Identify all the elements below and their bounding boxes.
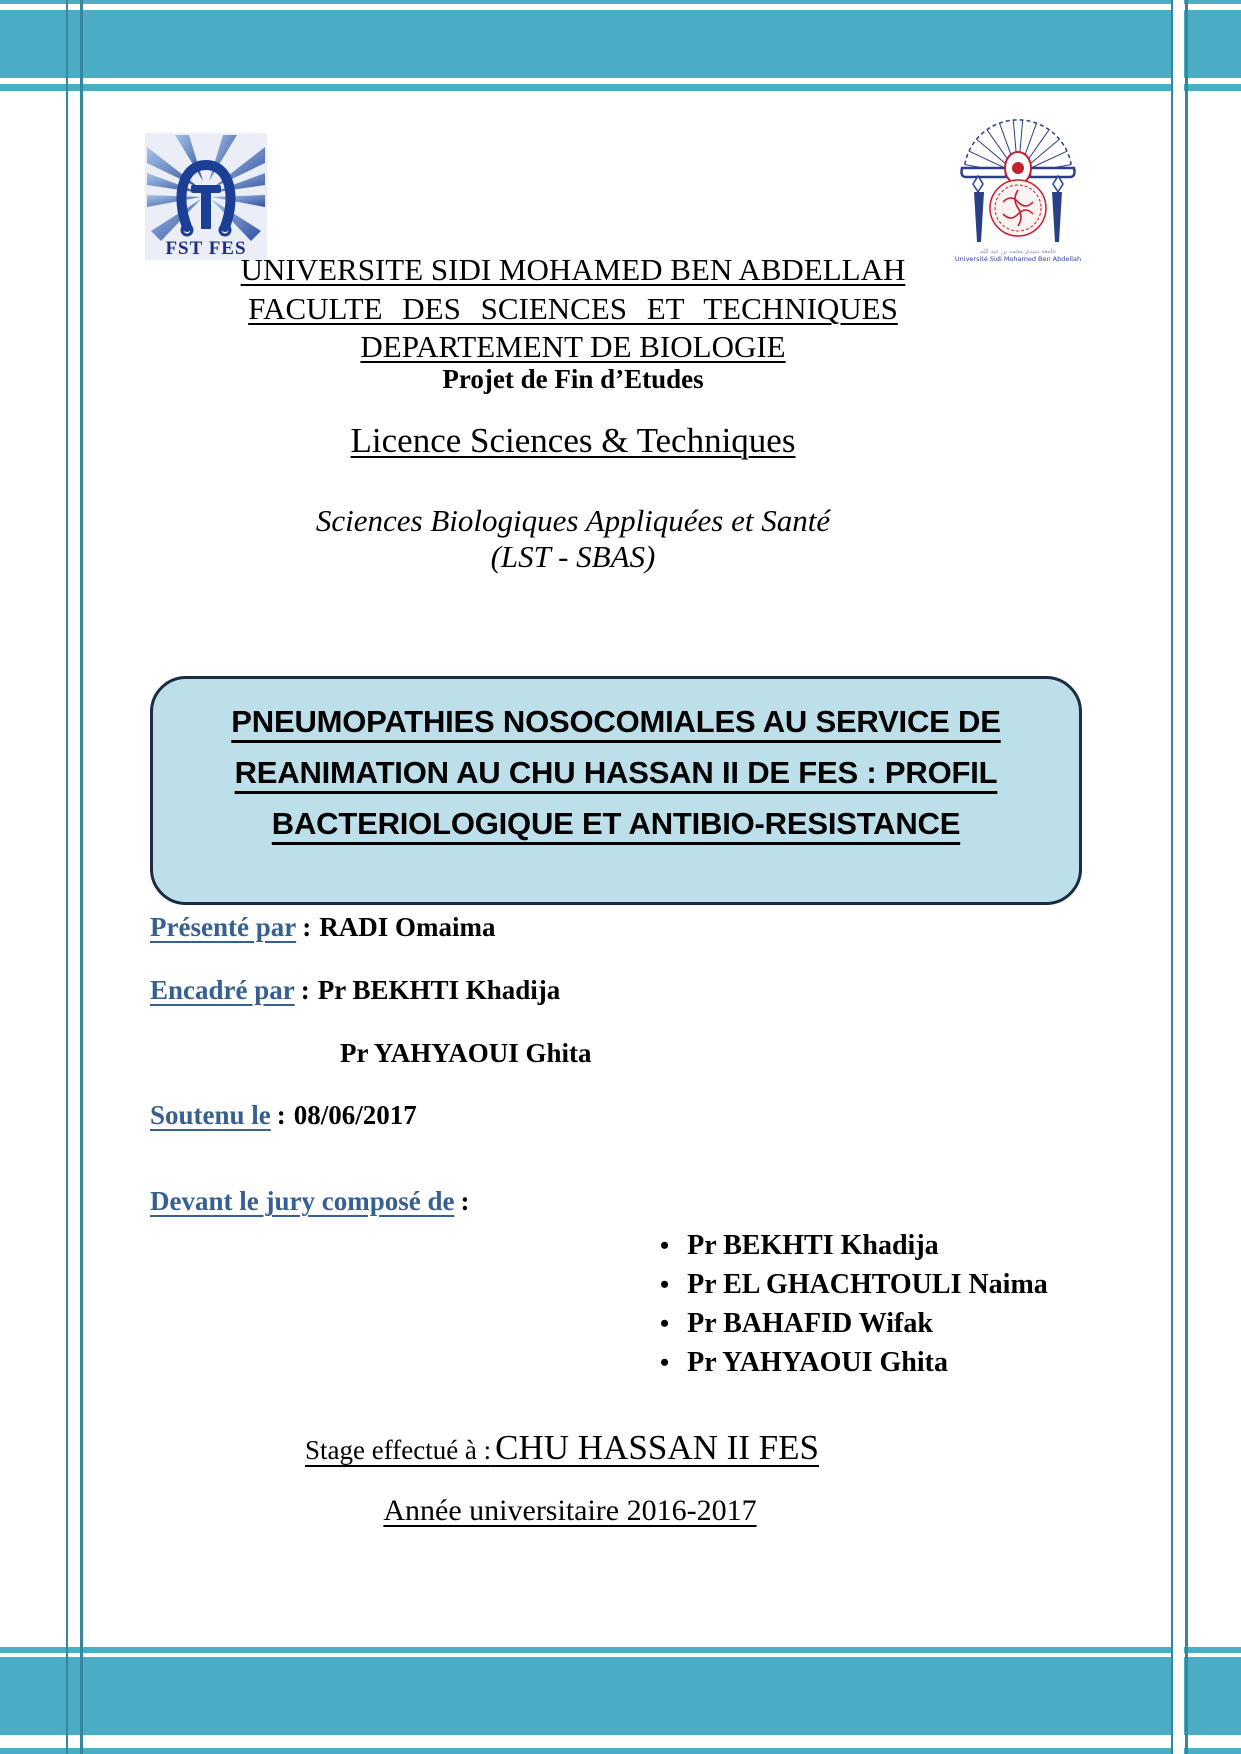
internship-row xyxy=(0,1428,1124,1468)
bottom-border-inner-line xyxy=(0,1647,1241,1653)
bottom-border-band xyxy=(0,1657,1241,1735)
thesis-title-line2: REANIMATION AU CHU HASSAN II DE FES : PROFIL xyxy=(234,755,998,790)
supervised-by-row xyxy=(150,975,560,1006)
academic-year: Année universitaire 2016-2017 xyxy=(383,1494,757,1527)
supervisor1-name: Pr BEKHTI Khadija xyxy=(317,975,561,1005)
supervisor2-name: Pr YAHYAOUI Ghita xyxy=(340,1038,592,1068)
defense-date-row xyxy=(150,1100,417,1131)
presented-by-row xyxy=(150,912,495,943)
left-border-line-thick xyxy=(80,0,83,1754)
bullet-icon: • xyxy=(660,1231,670,1260)
bullet-icon: • xyxy=(660,1348,670,1377)
jury-heading-label: Devant le jury composé de xyxy=(150,1186,455,1216)
fst-fes-logo-caption: FST FES xyxy=(165,238,247,259)
top-border-outer-line xyxy=(0,0,1241,4)
top-border-inner-line xyxy=(0,84,1241,91)
supervised-by-label: Encadré par xyxy=(150,975,295,1005)
program-name: Sciences Biologiques Appliquées et Santé xyxy=(315,503,831,538)
bottom-border-outer-line xyxy=(0,1748,1241,1754)
usmba-seal-latin-text: Université Sidi Mohamed Ben Abdellah xyxy=(954,255,1082,263)
jury-member-name: Pr EL GHACHTOULI Naima xyxy=(687,1269,1048,1300)
bullet-icon: • xyxy=(660,1309,670,1338)
fst-fes-logo xyxy=(145,133,267,260)
defense-date-value: 08/06/2017 xyxy=(293,1100,417,1130)
thesis-title-line1: PNEUMOPATHIES NOSOCOMIALES AU SERVICE DE xyxy=(231,704,1001,739)
jury-member xyxy=(660,1226,1048,1265)
presented-by-value: RADI Omaima xyxy=(319,912,496,942)
jury-member xyxy=(660,1265,1048,1304)
top-border-band xyxy=(0,10,1241,78)
usmba-seal-arabic-text: جامعة سيدي محمد بن عبد الله xyxy=(979,248,1057,255)
usmba-seal-logo xyxy=(948,112,1088,264)
university-name: UNIVERSITE SIDI MOHAMED BEN ABDELLAH xyxy=(240,252,906,287)
colon-separator: : xyxy=(276,1100,286,1130)
program-abbreviation: (LST - SBAS) xyxy=(490,539,656,574)
right-border-gap-top xyxy=(1173,0,1184,93)
thesis-title-box xyxy=(150,676,1082,905)
jury-list xyxy=(660,1226,1048,1382)
colon-separator: : xyxy=(460,1186,470,1216)
jury-member xyxy=(660,1304,1048,1343)
bullet-icon: • xyxy=(660,1270,670,1299)
right-border-line-thick xyxy=(1185,0,1188,1754)
jury-member-name: Pr BEKHTI Khadija xyxy=(687,1230,939,1261)
internship-location: CHU HASSAN II FES xyxy=(495,1428,819,1467)
jury-member-name: Pr BAHAFID Wifak xyxy=(687,1308,933,1339)
presented-by-label: Présenté par xyxy=(150,912,297,942)
project-type: Projet de Fin d’Etudes xyxy=(442,364,704,394)
right-border-line-thin xyxy=(1171,0,1173,1754)
jury-member xyxy=(660,1343,1048,1382)
left-border-line-thin xyxy=(66,0,68,1754)
colon-separator: : xyxy=(300,975,310,1005)
department-name: DEPARTEMENT DE BIOLOGIE xyxy=(360,329,786,364)
faculty-name: FACULTE DES SCIENCES ET TECHNIQUES xyxy=(248,291,898,326)
colon-separator: : xyxy=(302,912,312,942)
jury-heading-row xyxy=(150,1186,477,1217)
defense-date-label: Soutenu le xyxy=(150,1100,271,1130)
jury-member-name: Pr YAHYAOUI Ghita xyxy=(687,1347,948,1378)
right-border-gap-bottom xyxy=(1173,1645,1184,1754)
supervisor2-row xyxy=(340,1038,592,1069)
internship-label: Stage effectué à : xyxy=(305,1435,492,1465)
degree-title: Licence Sciences & Techniques xyxy=(350,421,796,460)
thesis-title-line3: BACTERIOLOGIQUE ET ANTIBIO-RESISTANCE xyxy=(271,806,961,841)
